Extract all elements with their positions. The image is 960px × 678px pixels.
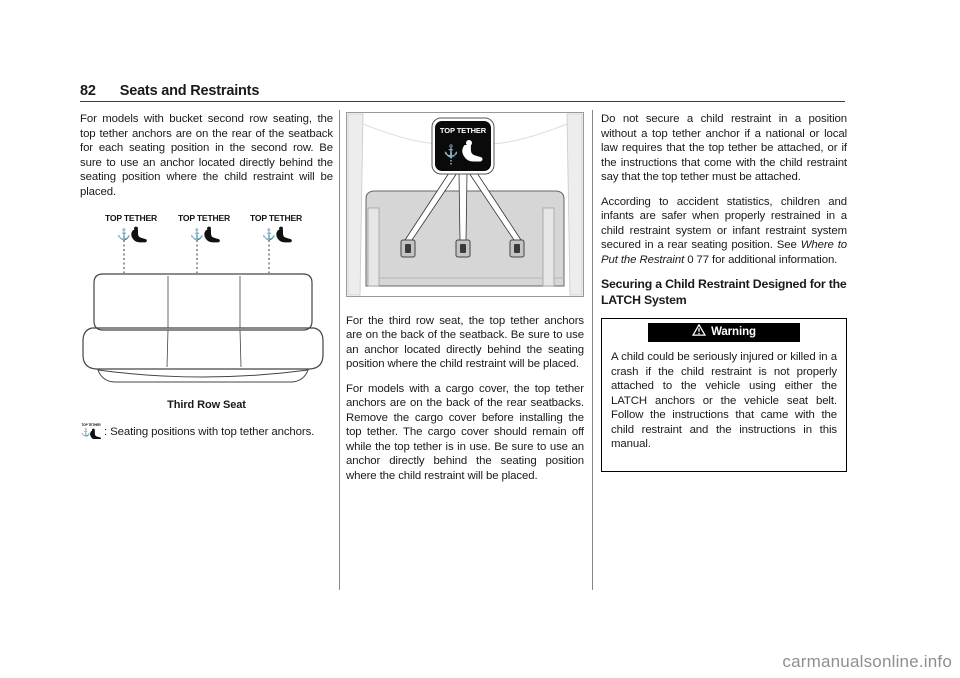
right-pillar-trim: [567, 114, 582, 295]
watermark: carmanualsonline.info: [782, 652, 952, 671]
cross-reference: Where to Put the Restraint: [601, 239, 847, 266]
warning-title: Warning: [711, 326, 756, 338]
anchor-icon: ⚓: [262, 229, 276, 241]
seatback-anchor-illustration: [346, 112, 584, 297]
symbol-note: [80, 422, 333, 440]
top-tether-marker: [250, 213, 303, 273]
third-row-seat-figure: [80, 209, 333, 412]
badge-label: TOP TETHER: [439, 126, 487, 135]
warning-header: [648, 323, 800, 342]
symbol-note-text: : Seating positions with top tether anchors.: [104, 426, 315, 438]
third-row-tether-paragraph: For the third row seat, the top tether anchors are on the back of the seatback. Be sure to use an anchor located directly behind the seating position where the child restraint will be placed.: [346, 314, 584, 370]
callout-line: [459, 173, 467, 240]
column-1: [80, 112, 333, 450]
section-title: Seats and Restraints: [119, 83, 260, 99]
cross-reference-page: 0 77 for additional information.: [684, 253, 838, 266]
bucket-seating-paragraph: For models with bucket second row seating, the top tether anchors are on the rear of the seatback for each seating position in the second row. Be sure to use an anchor located directly behind the seating position where the child restraint will be placed.: [80, 113, 333, 198]
figure-caption: Third Row Seat: [167, 398, 246, 411]
warning-icon: [692, 324, 706, 336]
seatbelt-strap: [543, 208, 554, 286]
top-tether-marker: [178, 213, 231, 273]
bench-cushion: [83, 328, 323, 382]
warning-text: A child could be seriously injured or killed in a crash if the child restraint is not properly attached to the vehicle using either the LATCH anchors or the vehicle seat belt. Follow the instructions that came with the child restraint and the instructions in this manual.: [611, 351, 837, 450]
top-tether-label: TOP TETHER: [104, 213, 158, 223]
anchor-icon: ⚓: [443, 144, 459, 158]
child-seat-icon: [276, 227, 292, 243]
do-not-secure-paragraph: Do not secure a child restraint in a position without a top tether anchor if a national or local law requires that the top tether be attached, or if the instructions that come with the child restraint say that the top tether must be attached.: [601, 113, 847, 183]
anchor-icon: ⚓: [190, 229, 204, 241]
latch-heading: Securing a Child Restraint Designed for the LATCH System: [601, 277, 847, 307]
anchor-icon: ⚓: [117, 229, 131, 241]
child-seat-icon: [90, 429, 101, 439]
top-tether-marker: [105, 213, 158, 273]
seatback-anchor-figure: [346, 112, 584, 302]
warning-box: [601, 318, 847, 472]
seatbelt-strap: [368, 208, 379, 286]
statistics-paragraph: [601, 195, 847, 268]
anchor-icon: ⚓: [81, 428, 91, 438]
top-tether-label: TOP TETHER: [249, 213, 303, 223]
third-row-seat-illustration: [80, 209, 333, 391]
mini-top-tether-label: TOP TETHER: [81, 422, 101, 427]
header-rule: [80, 101, 845, 102]
column-2: [346, 112, 584, 493]
left-pillar-trim: [348, 114, 363, 295]
child-seat-icon: [204, 227, 220, 243]
top-tether-symbol-icon: [80, 422, 102, 439]
tether-anchor-fitting: [401, 240, 415, 257]
page-number: 82: [80, 83, 96, 99]
bench-seatback: [94, 274, 312, 330]
page-header: [80, 83, 845, 99]
column-divider: [339, 110, 340, 590]
child-seat-icon: [131, 227, 147, 243]
top-tether-badge: [432, 118, 494, 174]
column-divider: [592, 110, 593, 590]
tether-anchor-fitting: [510, 240, 524, 257]
column-3: [601, 112, 847, 472]
top-tether-label: TOP TETHER: [177, 213, 231, 223]
cargo-cover-paragraph: For models with a cargo cover, the top tether anchors are on the back of the rear seatbacks. Remove the cargo cover before installing the top tether. The cargo cover should remain off while the top tether is in use. Be sure to use an anchor directly behind the seating position where the child restraint will be placed.: [346, 382, 584, 482]
statistics-text: According to accident statistics, children and infants are safer when properly restrained in a child restraint system or infant restraint system secured in a rear seating position. See: [601, 195, 847, 251]
tether-anchor-fitting: [456, 240, 470, 257]
